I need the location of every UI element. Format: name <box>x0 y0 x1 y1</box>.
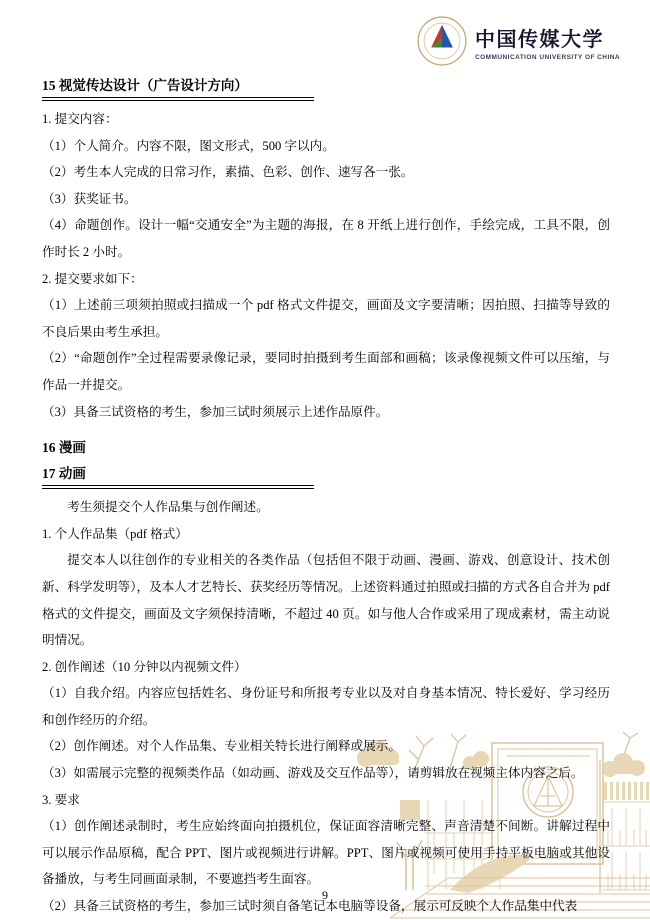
paragraph: 提交本人以往创作的专业相关的各类作品（包括但不限于动画、漫画、游戏、创意设计、技术创新、科学发明等），及本人才艺特长、获奖经历等情况。上述资料通过拍照或扫描的方式各自合并为 pdf 格式的文件提交，画面及文字须保持清晰，不超过 40 页。如与他人合作或采用了现成素材，需主动说明情况。 <box>42 553 610 648</box>
paragraph: （3）如需展示完整的视频类作品（如动画、游戏及交互作品等），请剪辑放在视频主体内容之后。 <box>42 766 584 781</box>
university-name-cn: 中国传媒大学 <box>475 28 605 51</box>
university-seal-icon <box>417 16 467 71</box>
document-content <box>42 76 610 920</box>
page-number: 9 <box>322 888 328 902</box>
section-15-heading: 15 视觉传达设计（广告设计方向） <box>42 76 314 101</box>
paragraph: （2）“命题创作”全过程需要录像记录，要同时拍摄到考生面部和画稿；该录像视频文件可以压缩，与作品一并提交。 <box>42 351 610 392</box>
paragraph: （2）创作阐述。对个人作品集、专业相关特长进行阐释或展示。 <box>42 739 401 754</box>
paragraph: （1）个人简介。内容不限，图文形式，500 字以内。 <box>42 138 335 153</box>
paragraph: 2. 提交要求如下： <box>42 271 143 286</box>
university-logo <box>417 16 620 71</box>
section-16-heading: 16 漫画 <box>42 440 86 456</box>
paragraph: （3）具备三试资格的考生，参加三试时须展示上述作品原件。 <box>42 404 389 419</box>
section-17-heading: 17 动画 <box>42 464 314 489</box>
paragraph: 2. 创作阐述（10 分钟以内视频文件） <box>42 659 247 674</box>
paragraph: 考生须提交个人作品集与创作阐述。 <box>67 500 269 515</box>
paragraph: （4）命题创作。设计一幅“交通安全”为主题的海报，在 8 开纸上进行创作，手绘完成，工具不限，创作时长 2 小时。 <box>42 218 610 259</box>
paragraph: （2）考生本人完成的日常习作，素描、色彩、创作、速写各一张。 <box>42 165 414 180</box>
university-name-en: COMMUNICATION UNIVERSITY OF CHINA <box>475 53 620 61</box>
paragraph: 1. 提交内容： <box>42 112 118 126</box>
paragraph: （1）上述前三项须拍照或扫描成一个 pdf 格式文件提交，画面及文字要清晰；因拍照、扫描等导致的不良后果由考生承担。 <box>42 298 610 339</box>
paragraph: （1）自我介绍。内容应包括姓名、身份证号和所报考专业以及对自身基本情况、特长爱好、学习经历和创作经历的介绍。 <box>42 686 610 727</box>
paragraph: 1. 个人作品集（pdf 格式） <box>42 526 188 541</box>
paragraph: （3）获奖证书。 <box>42 191 137 206</box>
paragraph: （1）创作阐述录制时，考生应始终面向拍摄机位，保证面容清晰完整、声音清楚不间断。讲解过程中可以展示作品原稿，配合 PPT、图片或视频进行讲解。PPT、图片或视频可使用手持平板电脑或其他设备播放，与考生同画面录制，不要遮挡考生面容。 <box>42 819 610 887</box>
paragraph: （2）具备三试资格的考生，参加三试时须自备笔记本电脑等设备，展示可反映个人作品集中代表 <box>42 899 578 914</box>
paragraph: 3. 要求 <box>42 792 80 807</box>
